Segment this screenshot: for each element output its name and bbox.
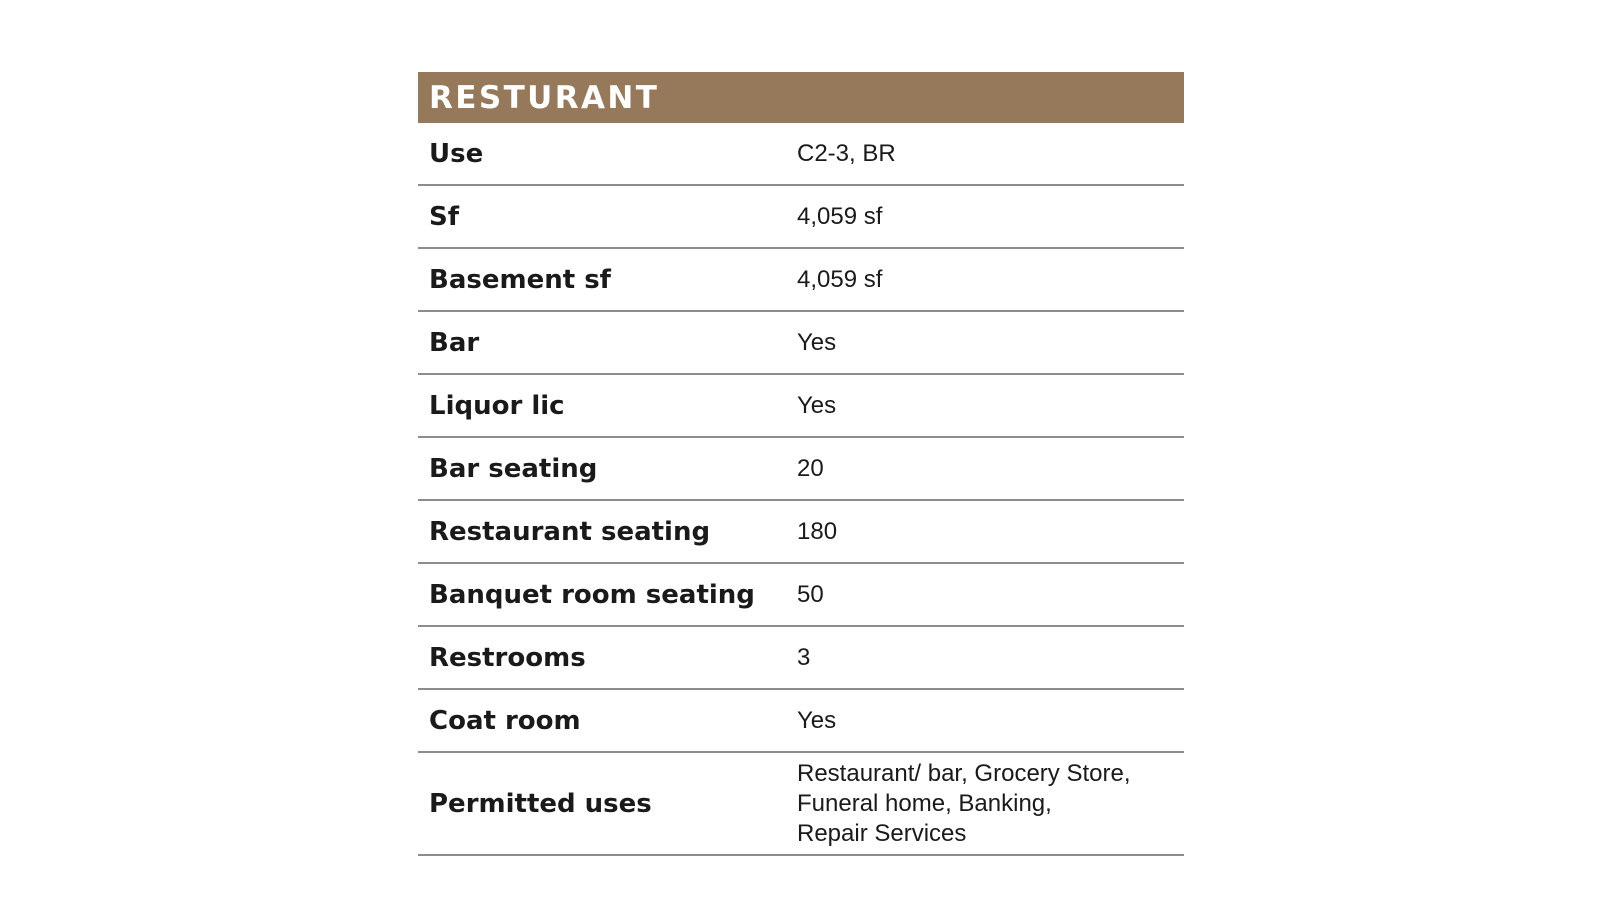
table-row-permitted-uses [418,753,1184,856]
table-header [418,72,1184,123]
row-value: 4,059 sf [797,265,883,293]
row-value: 4,059 sf [797,202,883,230]
table-row-use [418,123,1184,186]
row-label: Bar seating [429,453,598,484]
permitted-uses-line: Restaurant/ bar, Grocery Store, [797,759,1131,787]
row-label: Use [429,138,484,169]
row-label: Coat room [429,705,581,736]
table-row-coat-room [418,690,1184,753]
row-value: 180 [797,517,838,545]
table-row-basement-sf [418,249,1184,312]
table-row-restrooms [418,627,1184,690]
row-value: 3 [797,643,811,671]
table-row-restaurant-seating [418,501,1184,564]
row-value: 20 [797,454,824,482]
row-label: Bar [429,327,480,358]
row-label: Restrooms [429,642,586,673]
row-label: Basement sf [429,264,611,295]
table-row-bar [418,312,1184,375]
permitted-uses-line: Funeral home, Banking, [797,789,1052,817]
table-row-sf [418,186,1184,249]
row-label: Banquet room seating [429,579,755,610]
row-label: Sf [429,201,460,232]
row-label: Permitted uses [429,788,652,819]
table-title: RESTURANT [429,79,660,116]
row-label: Restaurant seating [429,516,711,547]
table-row-liquor-lic [418,375,1184,438]
row-value: 50 [797,580,824,608]
row-value: Yes [797,328,837,356]
row-label: Liquor lic [429,390,565,421]
row-value [797,759,1184,849]
property-spec-table [418,72,1184,856]
row-value: Yes [797,706,837,734]
permitted-uses-line: Repair Services [797,819,967,847]
table-row-banquet-room-seating [418,564,1184,627]
row-value: C2-3, BR [797,139,896,167]
table-row-bar-seating [418,438,1184,501]
row-value: Yes [797,391,837,419]
